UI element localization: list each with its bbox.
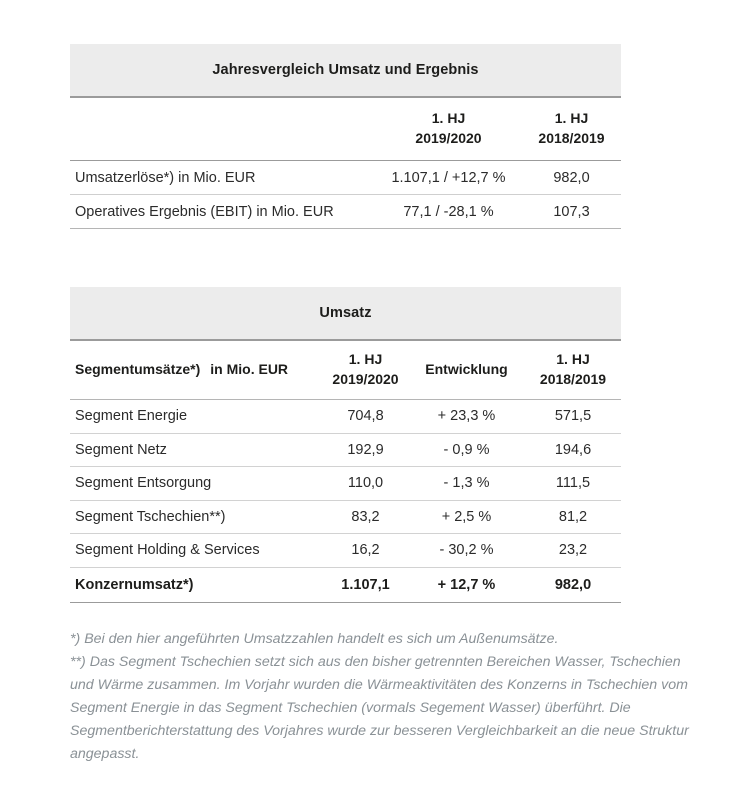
table1-header-row — [70, 98, 621, 161]
footnote-2: **) Das Segment Tschechien setzt sich aus den bisher getrennten Bereichen Wasser, Tschechien und Wärme zusammen. Im Vorjahr wurden die Wärmeaktivitäten des Konzerns in Tschechien vom Segment Energie in das Segment Tschechien (vormals Segement Wasser) überführt. Die Segmentberichterstattung des Vorjahres wurde zur besseren Vergleichbarkeit an die neue Struktur angepasst. — [70, 654, 689, 762]
table2-header-previous-line1: 1. HJ — [556, 350, 590, 367]
table1-header-previous-line2: 2018/2019 — [538, 130, 605, 146]
table2-header-unit: in Mio. EUR — [210, 360, 289, 377]
row-label: Segment Energie — [70, 400, 323, 434]
table2-grid — [70, 341, 621, 603]
table-row — [70, 500, 621, 534]
row-previous: 194,6 — [525, 433, 621, 467]
row-current: 83,2 — [323, 500, 408, 534]
row-current: 16,2 — [323, 534, 408, 568]
table1-header-current-line1: 1. HJ — [431, 109, 466, 126]
table2-header-current-line2: 2019/2020 — [332, 371, 399, 387]
total-label: Konzernumsatz*) — [70, 567, 323, 602]
row-development: + 23,3 % — [408, 400, 525, 434]
row-previous: 81,2 — [525, 500, 621, 534]
row-current: 110,0 — [323, 467, 408, 501]
row-current: 77,1 / -28,1 % — [375, 195, 522, 229]
row-development: - 1,3 % — [408, 467, 525, 501]
table-row — [70, 400, 621, 434]
table2-header-current-line1: 1. HJ — [348, 350, 383, 367]
table1-title: Jahresvergleich Umsatz und Ergebnis — [70, 44, 621, 98]
table-jahresvergleich — [70, 44, 621, 229]
row-development: - 0,9 % — [408, 433, 525, 467]
row-previous: 982,0 — [522, 161, 621, 195]
row-current: 192,9 — [323, 433, 408, 467]
table2-header-segment-label: Segmentumsätze*) — [75, 360, 201, 377]
total-current: 1.107,1 — [323, 567, 408, 602]
table1-body — [70, 161, 621, 229]
table-row — [70, 534, 621, 568]
row-development: + 2,5 % — [408, 500, 525, 534]
row-current: 704,8 — [323, 400, 408, 434]
row-label: Umsatzerlöse*) in Mio. EUR — [70, 161, 375, 195]
table1-header-previous — [522, 98, 621, 161]
row-previous: 111,5 — [525, 467, 621, 501]
table2-header-segment — [70, 341, 323, 400]
footnotes — [70, 628, 690, 766]
row-label: Segment Netz — [70, 433, 323, 467]
row-previous: 107,3 — [522, 195, 621, 229]
footnote-1: *) Bei den hier angeführten Umsatzzahlen handelt es sich um Außenumsätze. — [70, 631, 559, 647]
table2-header-development: Entwicklung — [408, 341, 525, 400]
table-row — [70, 433, 621, 467]
row-current: 1.107,1 / +12,7 % — [375, 161, 522, 195]
table-umsatz — [70, 287, 621, 603]
table2-header-previous-line2: 2018/2019 — [539, 371, 607, 387]
table1-grid — [70, 98, 621, 229]
table-row — [70, 195, 621, 229]
table-total-row — [70, 567, 621, 602]
total-development: + 12,7 % — [408, 567, 525, 602]
table1-header-previous-line1: 1. HJ — [554, 109, 589, 126]
table2-header-row — [70, 341, 621, 400]
row-label: Operatives Ergebnis (EBIT) in Mio. EUR — [70, 195, 375, 229]
row-previous: 23,2 — [525, 534, 621, 568]
table2-header-previous — [525, 341, 621, 400]
table1-header-current-line2: 2019/2020 — [415, 130, 482, 146]
row-previous: 571,5 — [525, 400, 621, 434]
table-row — [70, 161, 621, 195]
row-label: Segment Tschechien**) — [70, 500, 323, 534]
total-previous: 982,0 — [525, 567, 621, 602]
table2-body — [70, 400, 621, 603]
table-row — [70, 467, 621, 501]
table2-header-current — [323, 341, 408, 400]
table2-title: Umsatz — [70, 287, 621, 341]
table1-header-current — [375, 98, 522, 161]
row-label: Segment Entsorgung — [70, 467, 323, 501]
row-development: - 30,2 % — [408, 534, 525, 568]
row-label: Segment Holding & Services — [70, 534, 323, 568]
table1-header-label — [70, 98, 375, 161]
